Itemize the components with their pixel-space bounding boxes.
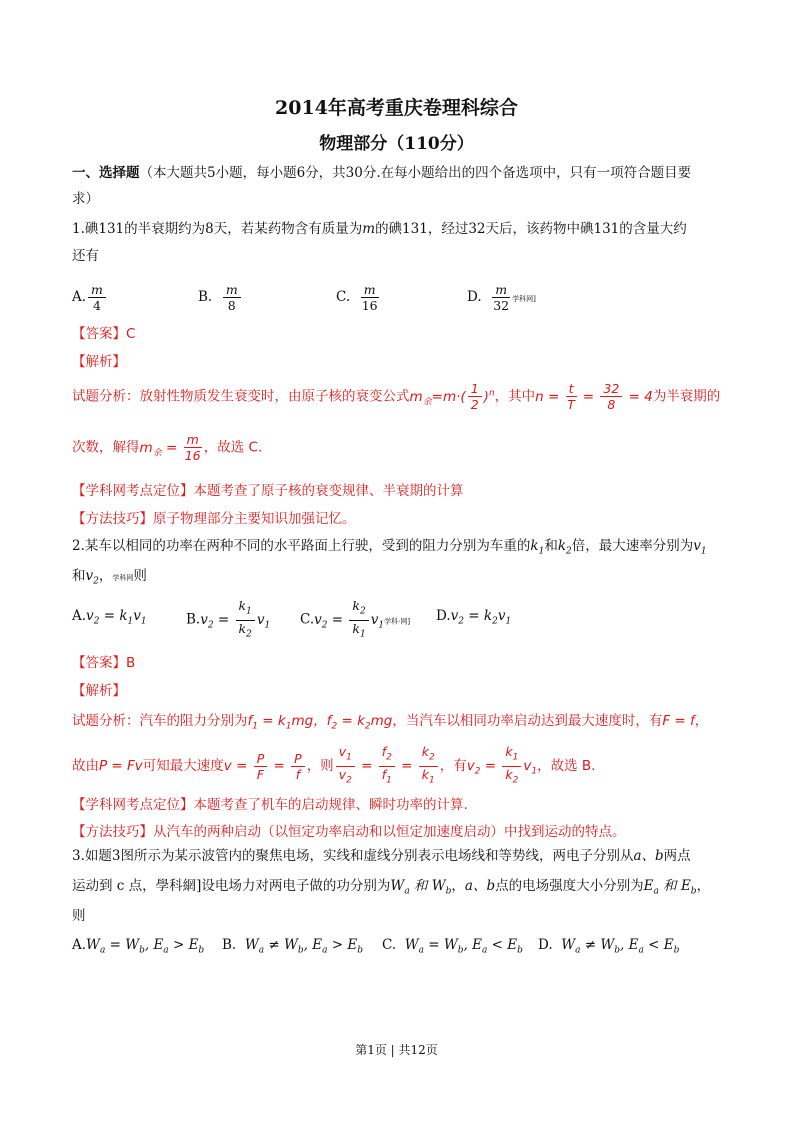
analysis-text: ，有 — [439, 758, 467, 774]
formula-P: P = Fv — [99, 758, 143, 774]
option-label: D. — [538, 937, 553, 953]
analysis-text: 可知最大速度 — [142, 758, 224, 774]
point-text: 本题考查了原子核的衰变规律、半衰期的计算 — [193, 483, 464, 499]
option-label: C. — [382, 937, 397, 953]
q2-stem-part: 和 — [544, 538, 558, 554]
q2-stem — [72, 536, 707, 562]
option-label: C. — [336, 289, 351, 305]
formula-F-eq-f: F = f — [662, 713, 695, 729]
analysis-text: 为半衰期的 — [652, 388, 721, 405]
point-tag: 【学科网考点定位】 — [72, 797, 194, 813]
q2-option-b: $B.v_2$ = $\frac{k_1}{k_2}$ $v_1$ — [186, 598, 271, 639]
q3-stem-part: 运动到 c 点，學科網]设电场力对两电子做的功分别为 — [72, 878, 391, 894]
q1-answer — [72, 322, 135, 342]
watermark-mark: 学科网] — [512, 295, 536, 303]
option-label: B. — [186, 611, 201, 628]
option-label: B. — [222, 937, 237, 953]
analysis-text: ，故选 C. — [203, 439, 263, 456]
var-ab: a、b — [633, 848, 664, 864]
q3-option-d: D. $W_a \ne W_b$, $E_a < E_b$ — [538, 937, 680, 956]
answer-value: C — [126, 326, 136, 342]
q1-stem-part1: 1.碘131的半衰期约为8天，若某药物含有质量为 — [72, 221, 363, 237]
q1-option-a — [72, 282, 108, 313]
analysis-text: 故由 — [72, 758, 99, 774]
q3-option-c: C. $W_a = W_b$, $E_a < E_b$ — [382, 937, 523, 956]
q1-stem-part2: 的碘131，经过32天后，该药物中碘131的含量大约 — [375, 221, 687, 237]
fraction: $\frac{m}{8}$ — [223, 282, 241, 313]
formula-v2: $v_2$ = $\frac{k_1}{k_2}$ $v_1$ — [466, 744, 538, 785]
q2-option-a: $A.v_2 = k_1v_1$ — [72, 608, 147, 627]
q2-tip — [72, 820, 626, 840]
answer-tag: 【答案】 — [72, 655, 126, 671]
option-label: B. — [198, 289, 213, 305]
formula-decay: $m_余=m\cdot$( $\frac{1}{2}$ )$^n$ — [409, 381, 495, 412]
option-label: D. — [467, 289, 482, 305]
q2-point — [72, 793, 468, 813]
fraction: $\frac{m}{16}$ — [361, 282, 378, 313]
point-tag: 【学科网考点定位】 — [72, 483, 194, 499]
q2-stem-part: 倍，最大速率分别为 — [571, 538, 694, 554]
tip-text: 原子物理部分主要知识加强记忆。 — [153, 511, 356, 527]
page-title: 2014年高考重庆卷理科综合 — [275, 97, 518, 119]
var-v1: $v_1$ — [693, 538, 707, 557]
analysis-text: ，其中 — [494, 388, 536, 405]
q2-analysis-line2 — [72, 744, 595, 788]
analysis-text: 试题分析：汽车的阻力分别为 — [72, 713, 248, 729]
watermark-mark: 学科·网] — [384, 617, 411, 626]
q3-stem-part: 3.如题3图所示为某示波管内的聚焦电场，实线和虚线分别表示电场线和等势线，两电子分别从 — [72, 848, 634, 864]
q1-analysis-tag: 【解析】 — [72, 354, 126, 370]
var-k2: $k_2$ — [557, 538, 572, 557]
analysis-text: ，故选 B. — [537, 758, 596, 774]
analysis-text: ，则 — [306, 758, 334, 774]
option-label: D. — [436, 608, 451, 624]
var-v2: $v_2$ — [85, 568, 99, 587]
tip-tag: 【方法技巧】 — [72, 511, 153, 527]
q2-option-d: $D.v_2 = k_2v_1$ — [436, 608, 512, 627]
formula-f: $f_1 = k_1mg$，$f_2 = k_2mg$ — [247, 713, 393, 732]
formula-ratio: $\frac{v_1}{v_2}$ = $\frac{f_2}{f_1}$ = $\frac{k_2}{k_1}$ — [334, 758, 440, 774]
q3-stem-part: 点的电场强度大小分别为 — [495, 878, 644, 894]
q2-stem-part: 2.某车以相同的功率在两种不同的水平路面上行驶，受到的阻力分别为车重的 — [72, 538, 531, 554]
tip-tag: 【方法技巧】 — [72, 824, 153, 840]
option-label: A. — [72, 608, 87, 624]
q2-analysis-tag: 【解析】 — [72, 683, 126, 699]
tip-text: 从汽车的两种启动（以恒定功率启动和以恒定加速度启动）中找到运动的特点。 — [153, 824, 626, 840]
q2-answer — [72, 651, 135, 671]
q1-option-d — [467, 282, 536, 313]
formula-result: $m_余$ = $\frac{m}{16}$ — [139, 432, 201, 463]
point-text: 本题考查了机车的启动规律、瞬时功率的计算. — [193, 797, 468, 813]
q3-stem — [72, 846, 691, 866]
q3-stem-part: 两点 — [663, 848, 691, 864]
option-label: A. — [72, 937, 87, 953]
section-desc: （本大题共5小题，每小题6分，共30分.在每小题给出的四个备选项中，只有一项符合题目要 — [139, 165, 692, 181]
q3-option-a: $A.W_a = W_b$, $E_a > E_b$ — [72, 937, 205, 956]
section-heading: 一、选择题 — [72, 165, 140, 181]
analysis-text: 试题分析：放射性物质发生衰变时，由原子核的衰变公式 — [72, 388, 410, 405]
formula-n: n = $\frac{t}{T}$ = $\frac{32}{8}$ = 4 — [535, 381, 653, 412]
answer-tag: 【答案】 — [72, 326, 126, 342]
q1-point — [72, 479, 464, 499]
q3-option-b: B. $W_a \ne W_b$, $E_a > E_b$ — [222, 937, 363, 956]
page-footer: 第1页 | 共12页 — [355, 1043, 438, 1057]
q2-option-c: $C.v_2$ = $\frac{k_2}{k_1}$ $v_1$学科·网] — [300, 598, 411, 639]
var-k1: $k_1$ — [530, 538, 545, 557]
watermark-mark: 学科网 — [112, 574, 134, 582]
q1-stem-var: m — [362, 221, 376, 237]
q2-stem-part: 则 — [133, 568, 147, 584]
analysis-text: ，当汽车以相同功率启动达到最大速度时，有 — [392, 713, 663, 729]
q1-option-b — [198, 282, 243, 313]
var-W: $W_a$ 和 $W_b$ — [390, 878, 452, 897]
q1-stem — [72, 219, 687, 239]
q3-stem-line3: 则 — [72, 908, 86, 924]
fraction: $\frac{m}{4}$ — [88, 282, 106, 313]
analysis-text: 次数，解得 — [72, 439, 140, 456]
fraction: $\frac{m}{32}$ — [493, 282, 510, 313]
var-ab2: a、b — [464, 878, 496, 894]
q1-analysis-line1 — [72, 381, 720, 412]
section-heading-line — [72, 163, 691, 183]
formula-v: v = $\frac{P}{F}$ = $\frac{P}{f}$ — [224, 758, 307, 774]
q2-stem-part: 和 — [72, 568, 86, 584]
var-E: $E_a$ 和 $E_b$ — [643, 878, 697, 897]
q1-option-c — [336, 282, 381, 313]
option-label: C. — [300, 611, 315, 628]
option-label: A. — [72, 289, 87, 305]
q1-tip — [72, 507, 356, 527]
answer-value: B — [126, 655, 136, 671]
q3-stem-line2: 运动到 c 点，學科網]设电场力对两电子做的功分别为$W_a$ 和 $W_b$，a、b点的电场强度大小分别为$E_a$ 和 $E_b$， — [72, 878, 711, 897]
q2-analysis-line1: 试题分析：汽车的阻力分别为$f_1 = k_1mg$，$f_2 = k_2mg$，当汽车以相同功率启动达到最大速度时，有F = f， — [72, 713, 709, 732]
q1-stem-line2: 还有 — [72, 248, 99, 264]
section-desc-cont: 求） — [72, 191, 99, 207]
q1-analysis-line2 — [72, 432, 262, 463]
page-subtitle: 物理部分（110分） — [319, 134, 474, 154]
q2-stem-line2: 和$v_2$，学科网则 — [72, 568, 147, 587]
